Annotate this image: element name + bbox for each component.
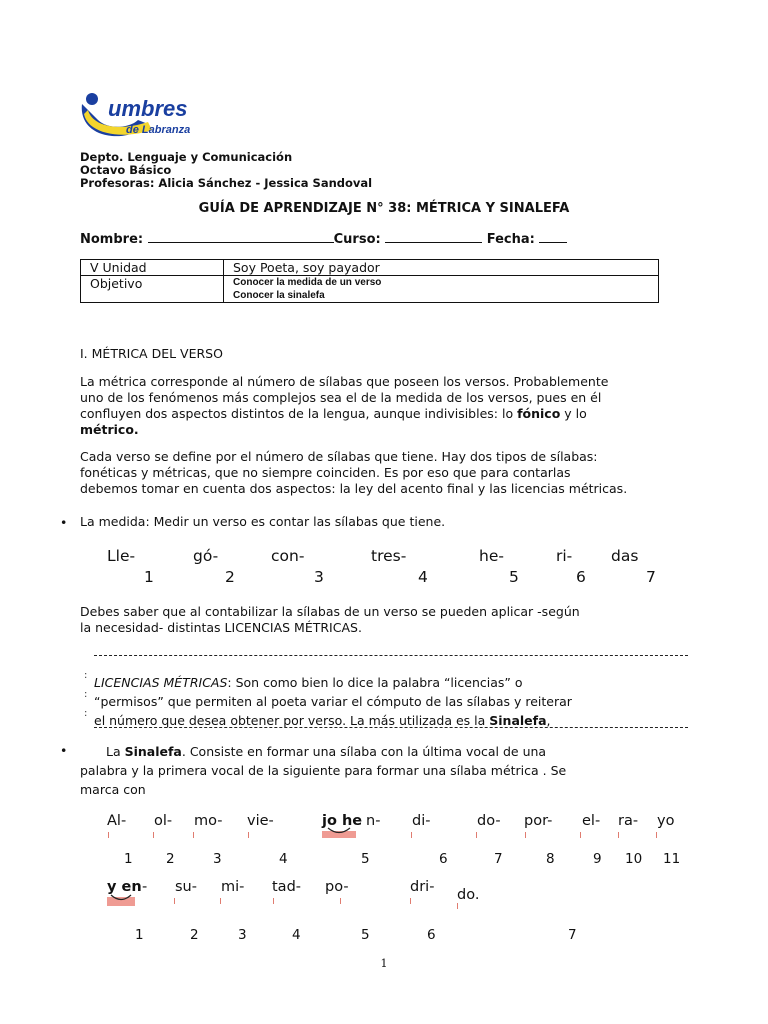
date-blank[interactable] (539, 230, 567, 243)
syllable-divider (618, 832, 619, 838)
syllable-number: 11 (663, 851, 681, 867)
syllable-number: 9 (593, 851, 602, 867)
syllable: ra- (618, 813, 639, 829)
syllable-number: 4 (292, 927, 301, 943)
syllable: do- (477, 813, 501, 829)
dotted-border-left: : : : (84, 670, 88, 719)
unit-label: V Unidad (81, 260, 224, 276)
syllable-number: 7 (646, 568, 656, 586)
syllable-number: 4 (418, 568, 428, 586)
syllable: dri- (410, 879, 435, 895)
course-blank[interactable] (385, 230, 482, 243)
svg-text:umbres: umbres (108, 96, 188, 121)
objective-value (224, 276, 659, 303)
sinalefa-syllable: jo he (322, 813, 363, 829)
syllable: di- (412, 813, 431, 829)
syllable-number: 2 (190, 927, 199, 943)
syllable-divider (410, 898, 411, 904)
syllable-divider (220, 898, 221, 904)
syllable-number: 6 (576, 568, 586, 586)
syllable: ol- (154, 813, 173, 829)
syllable-number: 1 (135, 927, 144, 943)
paragraph-licencias-intro: Debes saber que al contabilizar la sílabas de un verso se pueden aplicar -según la necesidad- distintas LICENCIAS MÉTRICAS. (80, 604, 580, 635)
syllable-number: 2 (166, 851, 175, 867)
course-label: Curso: (333, 232, 381, 247)
syllable-number: 5 (509, 568, 519, 586)
syllable: Al- (107, 813, 127, 829)
grade-level: Octavo Básico (80, 163, 172, 177)
syllable-divider (340, 898, 341, 904)
syllable: ri- (556, 547, 573, 565)
date-label: Fecha: (486, 232, 535, 247)
syllable-number: 6 (439, 851, 448, 867)
syllable: gó- (193, 547, 219, 565)
syllable: do. (457, 887, 480, 903)
syllable: por- (524, 813, 553, 829)
objective-2: Conocer la sinalefa (233, 290, 325, 301)
dashed-border-top (94, 655, 688, 656)
syllable: mi- (221, 879, 245, 895)
syllable-divider (108, 832, 109, 838)
syllable-number: 3 (314, 568, 324, 586)
bullet-marker: • (60, 515, 68, 530)
syllable: das (611, 547, 639, 565)
syllable-divider (656, 832, 657, 838)
syllable-divider (273, 898, 274, 904)
syllable-number: 8 (546, 851, 555, 867)
syllable: Lle- (107, 547, 136, 565)
syllable-divider (476, 832, 477, 838)
syllable-number: 5 (361, 927, 370, 943)
bullet-marker: • (60, 743, 68, 758)
syllable: su- (175, 879, 197, 895)
objective-1: Conocer la medida de un verso (233, 277, 382, 288)
syllable: vie- (247, 813, 274, 829)
objective-label: Objetivo (81, 276, 224, 303)
syllable-number: 4 (279, 851, 288, 867)
name-label: Nombre: (80, 232, 144, 247)
syllable-divider (193, 832, 194, 838)
syllable: tad- (272, 879, 302, 895)
syllable: - (142, 879, 148, 895)
unit-table (80, 259, 659, 303)
syllable-number: 3 (238, 927, 247, 943)
syllable-divider (248, 832, 249, 838)
name-blank[interactable] (148, 230, 334, 243)
syllable-divider (153, 832, 154, 838)
syllable: con- (271, 547, 305, 565)
paragraph-metrica: La métrica corresponde al número de sílabas que poseen los versos. Probablemente uno de los fenómenos más complejos sea el de la medida de los versos, pues en él confluyen dos aspectos distintos de la lengua, aunque indivisibles: lo fónico y lo métrico. (80, 374, 609, 437)
syllable-number: 7 (568, 927, 577, 943)
sinalefa-syllable: y en (107, 879, 142, 895)
svg-text:de Labranza: de Labranza (126, 124, 190, 136)
sinalefa-arc-icon (326, 826, 352, 836)
teachers: Profesoras: Alicia Sánchez - Jessica Sandoval (80, 176, 373, 190)
syllable: el- (582, 813, 601, 829)
syllable-number: 6 (427, 927, 436, 943)
school-logo (78, 90, 190, 140)
licencias-definition: LICENCIAS MÉTRICAS: Son como bien lo dice la palabra “licencias” o “permisos” que permiten al poeta variar el cómputo de las sílabas y reiterar el número que desea obtener por verso. La más utilizada es la Sinalefa, (94, 675, 572, 728)
department: Depto. Lenguaje y Comunicación (80, 150, 293, 164)
page-number: 1 (380, 957, 388, 970)
syllable-divider (525, 832, 526, 838)
syllable-divider (411, 832, 412, 838)
syllable: n- (366, 813, 381, 829)
syllable: yo (657, 813, 675, 829)
syllable-number: 10 (625, 851, 643, 867)
syllable: po- (325, 879, 349, 895)
syllable-number: 1 (124, 851, 133, 867)
bullet-sinalefa: La Sinalefa. Consiste en formar una sílaba con la última vocal de una palabra y la primera vocal de la siguiente para formar una sílaba métrica . Se marca con (80, 744, 567, 797)
section-title: I. MÉTRICA DEL VERSO (80, 346, 223, 361)
sinalefa-arc-icon (109, 893, 133, 903)
syllable-number: 3 (213, 851, 222, 867)
page-title: GUÍA DE APRENDIZAJE N° 38: MÉTRICA Y SINALEFA (198, 201, 570, 216)
syllable: he- (479, 547, 504, 565)
bullet-medida: La medida: Medir un verso es contar las sílabas que tiene. (80, 514, 446, 529)
syllable: mo- (194, 813, 223, 829)
syllable-divider (174, 898, 175, 904)
syllable-number: 2 (225, 568, 235, 586)
syllable-number: 1 (144, 568, 154, 586)
syllable: tres- (371, 547, 407, 565)
syllable-divider (580, 832, 581, 838)
syllable-divider (457, 903, 458, 909)
syllable-number: 5 (361, 851, 370, 867)
paragraph-verso: Cada verso se define por el número de sílabas que tiene. Hay dos tipos de sílabas: fonéticas y métricas, que no siempre coinciden. Es por eso que para contarlas debemos tomar en cuenta dos aspectos: la ley del acento final y las licencias métricas. (80, 449, 628, 496)
unit-value: Soy Poeta, soy payador (224, 260, 659, 276)
dashed-border-bottom (94, 727, 688, 728)
syllable-number: 7 (494, 851, 503, 867)
student-fields (80, 230, 567, 247)
